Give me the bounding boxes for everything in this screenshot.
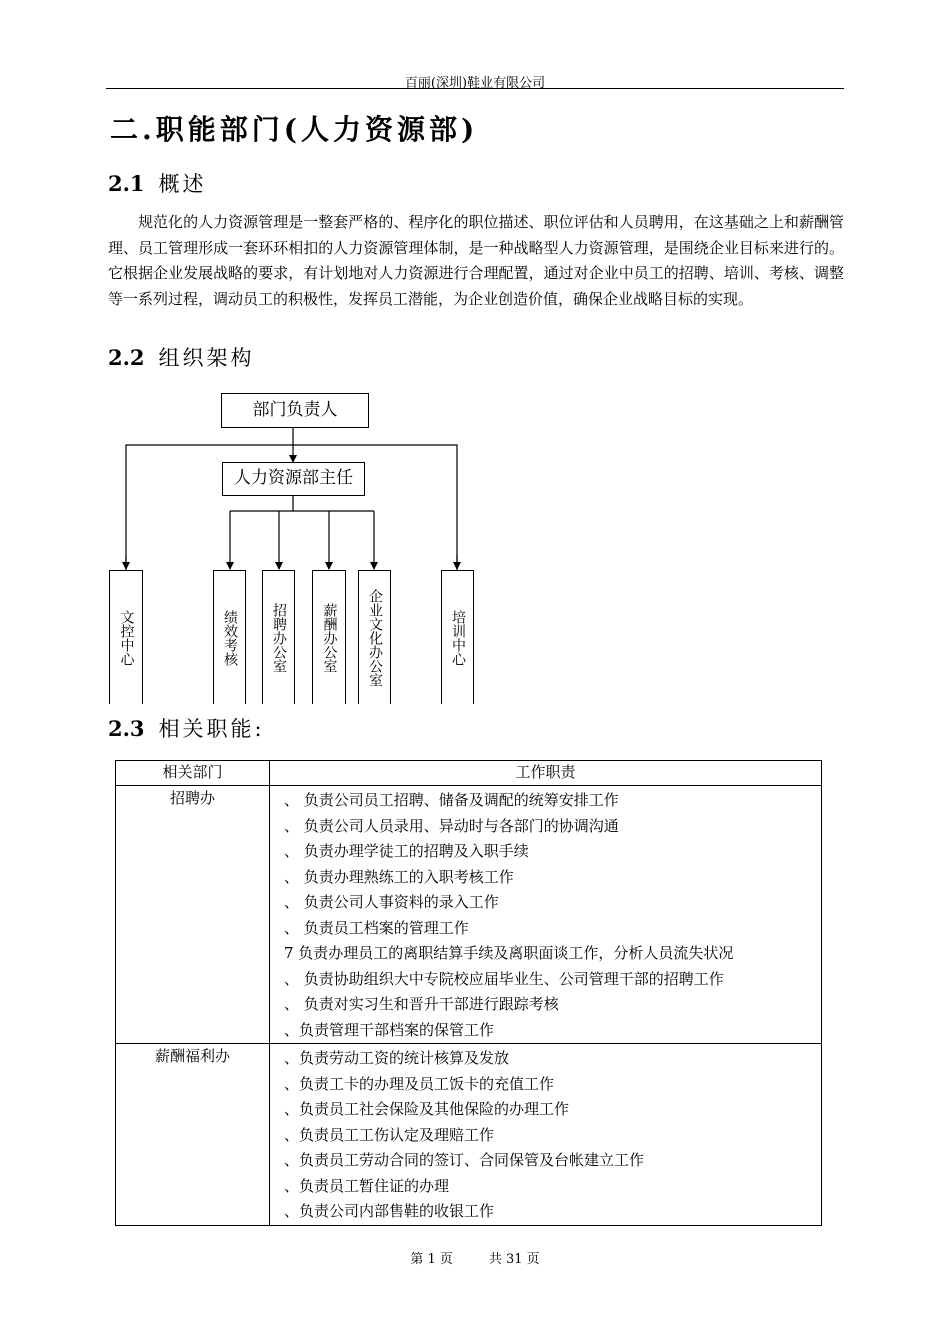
org-unit-document-control: 文控中心: [109, 570, 143, 704]
list-item: 、 负责公司员工招聘、储备及调配的统筹安排工作: [284, 791, 619, 809]
section-title: 组织架构: [158, 346, 255, 370]
page-header: 百丽(深圳)鞋业有限公司: [404, 76, 546, 91]
list-item: 、 负责办理学徒工的招聘及入职手续: [284, 842, 529, 860]
list-item: 、负责员工劳动合同的签订、合同保管及台帐建立工作: [284, 1151, 645, 1169]
table-row: [116, 1044, 822, 1226]
list-item: 7 负责办理员工的离职结算手续及离职面谈工作，分析人员流失状况: [284, 944, 734, 962]
org-unit-culture: 企业文化办公室: [358, 570, 391, 704]
duties-cell: [270, 786, 822, 1044]
table-header-row: [116, 761, 822, 786]
section-number: 2.3: [108, 716, 145, 741]
page-number: 第 1 页: [410, 1252, 453, 1267]
header-rule: [106, 88, 844, 89]
list-item: 、负责员工工伤认定及理赔工作: [284, 1125, 495, 1144]
list-item: 、负责员工暂住证的办理: [284, 1176, 450, 1195]
duties-cell: [270, 1044, 822, 1226]
org-unit-performance: 绩效考核: [213, 570, 246, 704]
org-unit-compensation: 薪酬办公室: [312, 570, 346, 704]
section-number: 2.2: [108, 345, 145, 370]
section-heading-duties: [108, 713, 265, 743]
org-unit-recruitment: 招聘办公室: [262, 570, 295, 704]
dept-cell: 招聘办: [116, 786, 270, 1044]
overview-paragraph: 规范化的人力资源管理是一整套严格的、程序化的职位描述、职位评估和人员聘用，在这基础之上和薪酬管理、员工管理形成一套环环相扣的人力资源管理体制，是一种战略型人力资源管理，是围绕企业目标来进行的。它根据企业发展战略的要求，有计划地对人力资源进行合理配置，通过对企业中员工的招聘、培训、考核、调整等一系列过程，调动员工的积极性，发挥员工潜能，为企业创造价值，确保企业战略目标的实现。: [108, 213, 844, 308]
chapter-title: 二.职能部门(人力资源部): [110, 113, 479, 146]
list-item: 、负责劳动工资的统计核算及发放: [284, 1049, 510, 1067]
list-item: 、 负责对实习生和晋升干部进行跟踪考核: [284, 995, 559, 1013]
list-item: 、 负责员工档案的管理工作: [284, 918, 469, 937]
column-header-dept: 相关部门: [116, 761, 270, 786]
list-item: 、 负责办理熟练工的入职考核工作: [284, 867, 514, 886]
list-item: 、负责员工社会保险及其他保险的办理工作: [284, 1100, 570, 1118]
list-item: 、负责管理干部档案的保管工作: [284, 1020, 495, 1039]
section-title: 概述: [158, 172, 207, 196]
page-total: 共 31 页: [488, 1252, 540, 1267]
list-item: 、负责工卡的办理及员工饭卡的充值工作: [284, 1074, 555, 1093]
section-heading-org: [108, 342, 255, 372]
section-number: 2.1: [108, 171, 145, 196]
list-item: 、负责公司内部售鞋的收银工作: [284, 1202, 495, 1220]
section-heading-overview: [108, 168, 207, 198]
dept-cell: 薪酬福利办: [116, 1044, 270, 1226]
list-item: 、 负责公司人员录用、异动时与各部门的协调沟通: [284, 816, 619, 835]
org-director-box: 人力资源部主任: [222, 462, 365, 496]
section-title: 相关职能:: [158, 717, 265, 741]
table-row: [116, 786, 822, 1044]
column-header-duties: 工作职责: [270, 761, 822, 786]
list-item: 、 负责公司人事资料的录入工作: [284, 893, 499, 911]
org-head-box: 部门负责人: [221, 393, 369, 428]
duty-table: [115, 760, 822, 1226]
page-footer: [0, 1248, 950, 1267]
org-unit-training: 培训中心: [441, 570, 474, 704]
list-item: 、 负责协助组织大中专院校应届毕业生、公司管理干部的招聘工作: [284, 969, 724, 988]
